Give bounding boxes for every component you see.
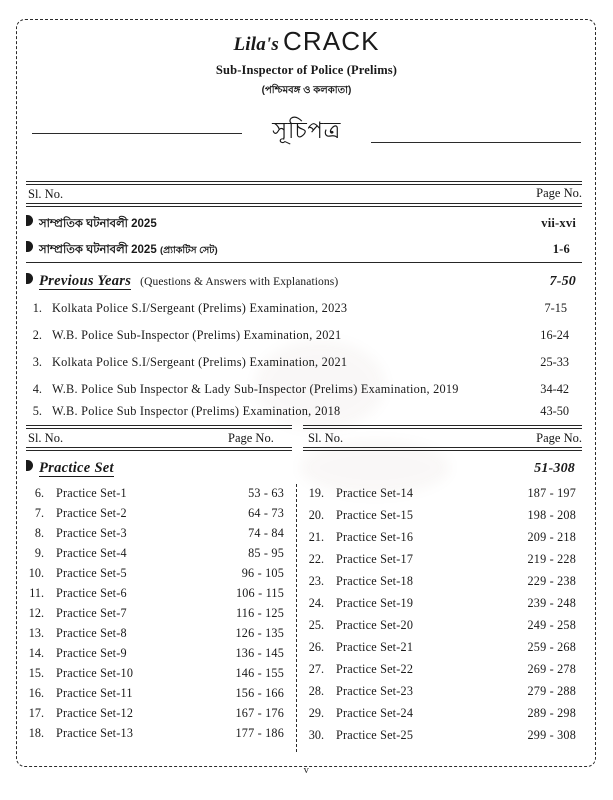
bullet-marker-icon [26, 215, 39, 226]
row-page: 209 - 218 [527, 530, 576, 544]
section1-rule-top-inner [26, 184, 582, 185]
row-title: Kolkata Police S.I/Sergeant (Prelims) Examination, 2023 [52, 301, 348, 315]
row-page: 126 - 135 [235, 626, 284, 640]
row-page: 7-15 [544, 301, 567, 315]
row-index: 21. [308, 530, 324, 544]
bullet-marker-icon [26, 273, 39, 284]
table-row-exam-5[interactable] [26, 404, 582, 423]
column-header-sl-no-right: Sl. No. [308, 431, 344, 445]
bullet-marker-icon [26, 241, 39, 252]
previous-years-divider [26, 262, 582, 263]
section-practice-set[interactable] [26, 459, 582, 479]
row-index: 4. [32, 382, 42, 396]
table-row-practice-set[interactable] [26, 606, 284, 625]
row-page: 96 - 105 [241, 566, 284, 580]
row-index: 14. [28, 646, 44, 660]
practice-head-rule-top-right-inner [303, 428, 582, 429]
row-title: Practice Set-13 [56, 726, 134, 740]
row-index: 16. [28, 686, 44, 700]
table-row-practice-set[interactable] [306, 618, 576, 637]
row-index: 9. [34, 546, 44, 560]
table-row-exam-1[interactable] [26, 301, 582, 320]
table-row-practice-set[interactable] [26, 726, 284, 745]
row-index: 30. [308, 728, 324, 742]
row-page: 239 - 248 [527, 596, 576, 610]
row-title: Kolkata Police S.I/Sergeant (Prelims) Examination, 2021 [52, 355, 348, 369]
row-page: 74 - 84 [248, 526, 284, 540]
section-heading-note: (Questions & Answers with Explanations) [140, 276, 339, 288]
row-title: Practice Set-14 [336, 486, 414, 500]
row-index: 19. [308, 486, 324, 500]
row-page: 136 - 145 [235, 646, 284, 660]
table-row-exam-2[interactable] [26, 328, 582, 347]
row-title: Practice Set-8 [56, 626, 127, 640]
row-title: Practice Set-5 [56, 566, 127, 580]
row-index: 5. [32, 404, 42, 418]
row-page: 187 - 197 [527, 486, 576, 500]
row-page: 259 - 268 [527, 640, 576, 654]
row-page: 156 - 166 [235, 686, 284, 700]
practice-head-rule-bottom-left-inner [26, 450, 292, 451]
row-index: 3. [32, 355, 42, 369]
practice-head-rule-top-left [26, 425, 292, 426]
row-page: 289 - 298 [527, 706, 576, 720]
table-row-practice-set[interactable] [306, 508, 576, 527]
section-heading-label: Practice Set [39, 460, 114, 476]
section-page: 51-308 [534, 461, 575, 476]
row-page: 249 - 258 [527, 618, 576, 632]
book-subtitle: Sub-Inspector of Police (Prelims) [215, 63, 398, 77]
table-row-practice-set[interactable] [306, 706, 576, 725]
row-page: 198 - 208 [527, 508, 576, 522]
table-row-practice-set[interactable] [26, 566, 284, 585]
section-heading [39, 272, 550, 290]
row-title: Practice Set-20 [336, 618, 414, 632]
row-title: Practice Set-24 [336, 706, 414, 720]
row-index: 29. [308, 706, 324, 720]
table-row-practice-set[interactable] [306, 596, 576, 615]
row-index: 7. [34, 506, 44, 520]
table-row-exam-3[interactable] [26, 355, 582, 374]
row-index: 23. [308, 574, 324, 588]
row-title: Practice Set-17 [336, 552, 414, 566]
row-index: 27. [308, 662, 324, 676]
section-heading-label: Previous Years [39, 273, 132, 289]
row-index: 25. [308, 618, 324, 632]
brand-main-name: CRACK [283, 26, 380, 56]
row-page: 116 - 125 [235, 606, 284, 620]
row-page: 106 - 115 [235, 586, 284, 600]
entry-page: 1-6 [552, 242, 570, 256]
row-page: 167 - 176 [235, 706, 284, 720]
section1-rule-bottom-inner [26, 206, 582, 207]
table-row-practice-set[interactable] [306, 552, 576, 571]
practice-head-rule-bottom-left [26, 447, 292, 448]
row-title: Practice Set-22 [336, 662, 414, 676]
table-row-practice-set[interactable] [306, 728, 576, 747]
table-row-practice-set[interactable] [26, 506, 284, 525]
masthead [30, 28, 583, 100]
column-header-page-no: Page No. [536, 186, 582, 200]
row-page: 177 - 186 [235, 726, 284, 740]
row-index: 15. [28, 666, 44, 680]
section-heading [39, 459, 534, 477]
row-title: Practice Set-11 [56, 686, 133, 700]
table-row-practice-set[interactable] [306, 530, 576, 549]
row-index: 13. [28, 626, 44, 640]
table-row-practice-set[interactable] [306, 684, 576, 703]
table-row-practice-set[interactable] [306, 640, 576, 659]
table-row-practice-set[interactable] [306, 486, 576, 505]
row-page: 43-50 [540, 404, 569, 418]
section-page: 7-50 [549, 274, 576, 289]
table-row-practice-set[interactable] [26, 486, 284, 505]
row-title: Practice Set-6 [56, 586, 127, 600]
row-index: 22. [308, 552, 324, 566]
row-title: Practice Set-18 [336, 574, 414, 588]
table-row-practice-set[interactable] [26, 626, 284, 645]
row-page: 53 - 63 [248, 486, 284, 500]
entry-current-affairs-1[interactable] [26, 215, 582, 235]
row-page: 146 - 155 [235, 666, 284, 680]
row-page: 279 - 288 [527, 684, 576, 698]
bullet-marker-icon [26, 460, 39, 471]
section1-rule-bottom-outer [26, 203, 582, 204]
row-index: 8. [34, 526, 44, 540]
row-index: 6. [34, 486, 44, 500]
entry-title: সাম্প্রতিক ঘটনাবলী 2025 (প্র্যাকটিস সেট) [39, 244, 218, 256]
row-title: Practice Set-3 [56, 526, 127, 540]
section1-rule-top-outer [26, 181, 582, 182]
entry-current-affairs-2[interactable] [26, 241, 582, 261]
table-row-practice-set[interactable] [26, 686, 284, 705]
table-row-practice-set[interactable] [26, 666, 284, 685]
row-index: 2. [32, 328, 42, 342]
row-page: 269 - 278 [527, 662, 576, 676]
row-page: 34-42 [540, 382, 569, 396]
entry-page: vii-xvi [541, 216, 576, 230]
contents-title-band [30, 112, 583, 160]
column-header-page-no-left: Page No. [228, 431, 274, 445]
table-row-practice-set[interactable] [26, 546, 284, 565]
row-index: 17. [28, 706, 44, 720]
table-row-practice-set[interactable] [306, 662, 576, 681]
practice-head-rule-bottom-right [303, 447, 582, 448]
row-page: 229 - 238 [527, 574, 576, 588]
row-title: Practice Set-16 [336, 530, 414, 544]
row-page: 219 - 228 [527, 552, 576, 566]
entry-title: সাম্প্রতিক ঘটনাবলী 2025 [39, 218, 157, 230]
row-page: 16-24 [540, 328, 569, 342]
row-index: 10. [28, 566, 44, 580]
contents-title: সূচিপত্র [272, 117, 341, 143]
row-title: W.B. Police Sub Inspector (Prelims) Examination, 2018 [52, 404, 341, 418]
brand-script-name: Lila's [233, 34, 280, 55]
practice-head-rule-top-left-inner [26, 428, 292, 429]
column-divider [296, 484, 297, 752]
row-index: 1. [32, 301, 42, 315]
row-page: 85 - 95 [248, 546, 284, 560]
entry-title-suffix: (প্র্যাকটিস সেট) [159, 245, 218, 256]
row-title: W.B. Police Sub Inspector & Lady Sub-Inspector (Prelims) Examination, 2019 [52, 382, 459, 396]
table-row-practice-set[interactable] [306, 574, 576, 593]
practice-head-rule-bottom-right-inner [303, 450, 582, 451]
row-title: Practice Set-21 [336, 640, 414, 654]
row-title: Practice Set-9 [56, 646, 127, 660]
column-header-sl-no-left: Sl. No. [28, 431, 64, 445]
column-header-page-no-right: Page No. [536, 431, 582, 445]
row-page: 64 - 73 [248, 506, 284, 520]
row-title: Practice Set-7 [56, 606, 127, 620]
row-index: 18. [28, 726, 44, 740]
table-row-exam-4[interactable] [26, 382, 582, 401]
row-title: Practice Set-15 [336, 508, 414, 522]
table-row-practice-set[interactable] [26, 526, 284, 545]
table-row-practice-set[interactable] [26, 646, 284, 665]
row-title: Practice Set-25 [336, 728, 414, 742]
brand-title [30, 28, 583, 54]
row-title: Practice Set-12 [56, 706, 134, 720]
row-index: 20. [308, 508, 324, 522]
row-index: 24. [308, 596, 324, 610]
row-title: Practice Set-10 [56, 666, 134, 680]
table-row-practice-set[interactable] [26, 586, 284, 605]
column-header-sl-no: Sl. No. [28, 187, 64, 201]
section-previous-years[interactable] [26, 272, 582, 292]
row-page: 299 - 308 [527, 728, 576, 742]
row-title: Practice Set-19 [336, 596, 414, 610]
row-title: W.B. Police Sub-Inspector (Prelims) Examination, 2021 [52, 328, 342, 342]
row-page: 25-33 [540, 355, 569, 369]
row-index: 12. [28, 606, 44, 620]
row-title: Practice Set-23 [336, 684, 414, 698]
row-title: Practice Set-1 [56, 486, 127, 500]
table-row-practice-set[interactable] [26, 706, 284, 725]
row-title: Practice Set-2 [56, 506, 127, 520]
row-title: Practice Set-4 [56, 546, 127, 560]
row-index: 26. [308, 640, 324, 654]
practice-head-rule-top-right [303, 425, 582, 426]
row-index: 28. [308, 684, 324, 698]
book-region: (পশ্চিমবঙ্গ ও কলকাতা) [261, 85, 352, 96]
page-folio: v [303, 765, 310, 776]
row-index: 11. [29, 586, 44, 600]
